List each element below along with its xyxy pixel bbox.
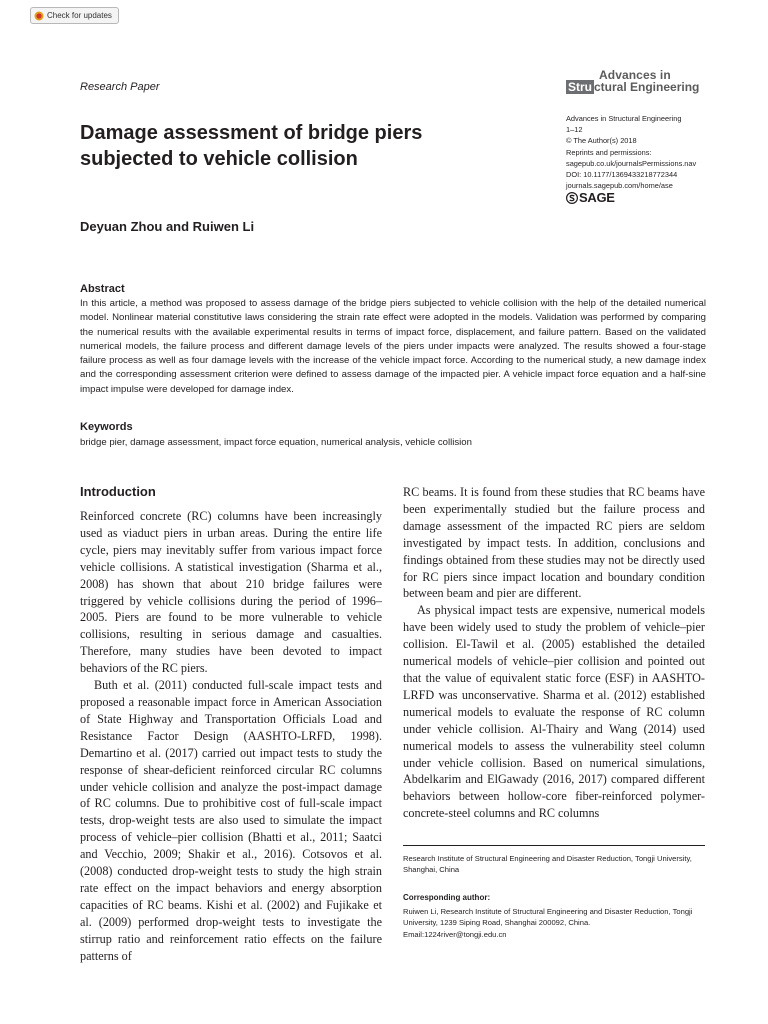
- affiliation-footnote: Research Institute of Structural Engineering and Disaster Reduction, Tongji University, Shanghai, China: [403, 854, 692, 875]
- meta-doi[interactable]: DOI: 10.1177/1369433218772344: [566, 170, 678, 180]
- article-title: Damage assessment of bridge piers subjected to vehicle collision: [80, 122, 423, 170]
- abstract-heading: Abstract: [80, 283, 125, 295]
- journal-logo-line2: [566, 80, 699, 94]
- publisher-name: SAGE: [579, 190, 615, 205]
- article-meta: [566, 113, 716, 191]
- journal-logo-box: Stru: [568, 80, 592, 94]
- left-column: [80, 508, 382, 964]
- check-for-updates-button[interactable]: [30, 7, 119, 24]
- meta-copyright: © The Author(s) 2018: [566, 136, 637, 146]
- keywords-text: bridge pier, damage assessment, impact force equation, numerical analysis, vehicle collision: [80, 437, 472, 448]
- corresponding-author-block: [403, 906, 713, 940]
- journal-logo-rest: ctural Engineering: [594, 80, 700, 94]
- meta-reprints: Reprints and permissions:: [566, 147, 652, 157]
- check-for-updates-label: Check for updates: [47, 11, 112, 20]
- journal-logo: [566, 68, 706, 96]
- abstract-text: In this article, a method was proposed to assess damage of the bridge piers subjected to vehicle collision with the help of the detailed numerical model. Nonlinear material constitutive laws considering the strain rate effect were adopted in the models. Validation was performed by comparing the numerical results with the available experimental results in terms of impact force, displacement, and failure pattern. Based on the validated numerical models, the failure process and different damage levels of the piers under impacts were analyzed. The results showed a four-stage failure process as well as four damage levels with the increase of the vehicle impact force. According to the numerical study, a new damage index and the corresponding assessment criterion were defined to assess damage of the impacted pier. A vehicle impact force equation and a half-sine impact impulse were developed for damage index.: [80, 298, 706, 395]
- intro-paragraph: RC beams. It is found from these studies that RC beams have been experimentally studied but the failure process and damage assessment of the impacted RC piers are seldom investigated by impact tests. In addition, conclusions and findings obtained from these studies may not be directly used for RC piers since impact location and boundary condition between beam and pier are different.: [403, 485, 705, 601]
- corresponding-author-heading: Corresponding author:: [403, 893, 491, 902]
- check-updates-icon: [34, 11, 44, 21]
- intro-paragraph: As physical impact tests are expensive, numerical models have been widely used to study the problem of vehicle–pier collision. El-Tawil et al. (2005) established the detailed numerical models of vehicle–pier collision and pointed out that the value of equivalent static force (ESF) in AASHTO-LRFD was unconservative. Sharma et al. (2012) established numerical models to evaluate the response of RC column under vehicle collision. Al-Thairy and Wang (2014) used numerical models to assess the vulnerability steel column under vehicle collision. Based on numerical simulations, Abdelkarim and ElGawady (2016, 2017) compared different behaviors between hollow-core fiber-reinforced polymer-concrete-steel columns and RC columns: [403, 603, 705, 821]
- footnote-divider: [403, 845, 705, 846]
- article-type: Research Paper: [80, 81, 160, 93]
- meta-reprints-link[interactable]: sagepub.co.uk/journalsPermissions.nav: [566, 158, 697, 168]
- sage-logo-icon: [566, 192, 578, 204]
- publisher-logo: [566, 190, 615, 205]
- intro-paragraph: Buth et al. (2011) conducted full-scale impact tests and proposed a reasonable impact force in American Association of State Highway and Transportation Officials Load and Resistance Factor Design (AASHTO-LRFD, 1998). Demartino et al. (2017) carried out impact tests to study the response of shear-deficient reinforced circular RC columns under vehicle collision and analyze the post-impact damage of RC columns. Due to prohibitive cost of full-scale impact tests, drop-weight tests are also used to simulate the impact process of vehicle–pier collision (Bhatti et al., 2011; Saatci and Vecchio, 2009; Shakir et al., 2016). Cotsovos et al. (2008) conducted drop-weight tests to study the high strain rate effect on the impact behaviors and energy absorption capacities of RC beams. Kishi et al. (2002) and Fujikake et al. (2009) performed drop-weight tests to investigate the stirrup ratio and reinforcement ratio effects on the failure patterns of: [80, 678, 382, 963]
- meta-journal: Advances in Structural Engineering: [566, 114, 682, 123]
- right-column: [403, 484, 705, 822]
- keywords-heading: Keywords: [80, 421, 133, 433]
- corresponding-author-address: Ruiwen Li, Research Institute of Structural Engineering and Disaster Reduction, Tongji University, 1239 Siping Road, Shanghai 200092, China.: [403, 907, 693, 928]
- journal-logo-line1: Advances in: [599, 68, 671, 82]
- meta-home-link[interactable]: journals.sagepub.com/home/ase: [566, 181, 673, 191]
- introduction-heading: Introduction: [80, 484, 156, 499]
- meta-pages: 1–12: [566, 125, 583, 135]
- corresponding-author-email[interactable]: Email:1224river@tongji.edu.cn: [403, 929, 507, 939]
- authors: Deyuan Zhou and Ruiwen Li: [80, 219, 255, 234]
- intro-paragraph: Reinforced concrete (RC) columns have been increasingly used as viaduct piers in urban areas. During the entire life cycle, piers may inevitably suffer from various impact force vehicle collisions. A statistical investigation (Sharma et al., 2008) has shown that about 210 bridge failures were triggered by vehicle collisions during the period of 1996–2005. Piers are found to be more vulnerable to vehicle collisions, resulting in serious damage and casualties. Therefore, many studies have been devoted to impact behaviors of the RC piers.: [80, 509, 382, 676]
